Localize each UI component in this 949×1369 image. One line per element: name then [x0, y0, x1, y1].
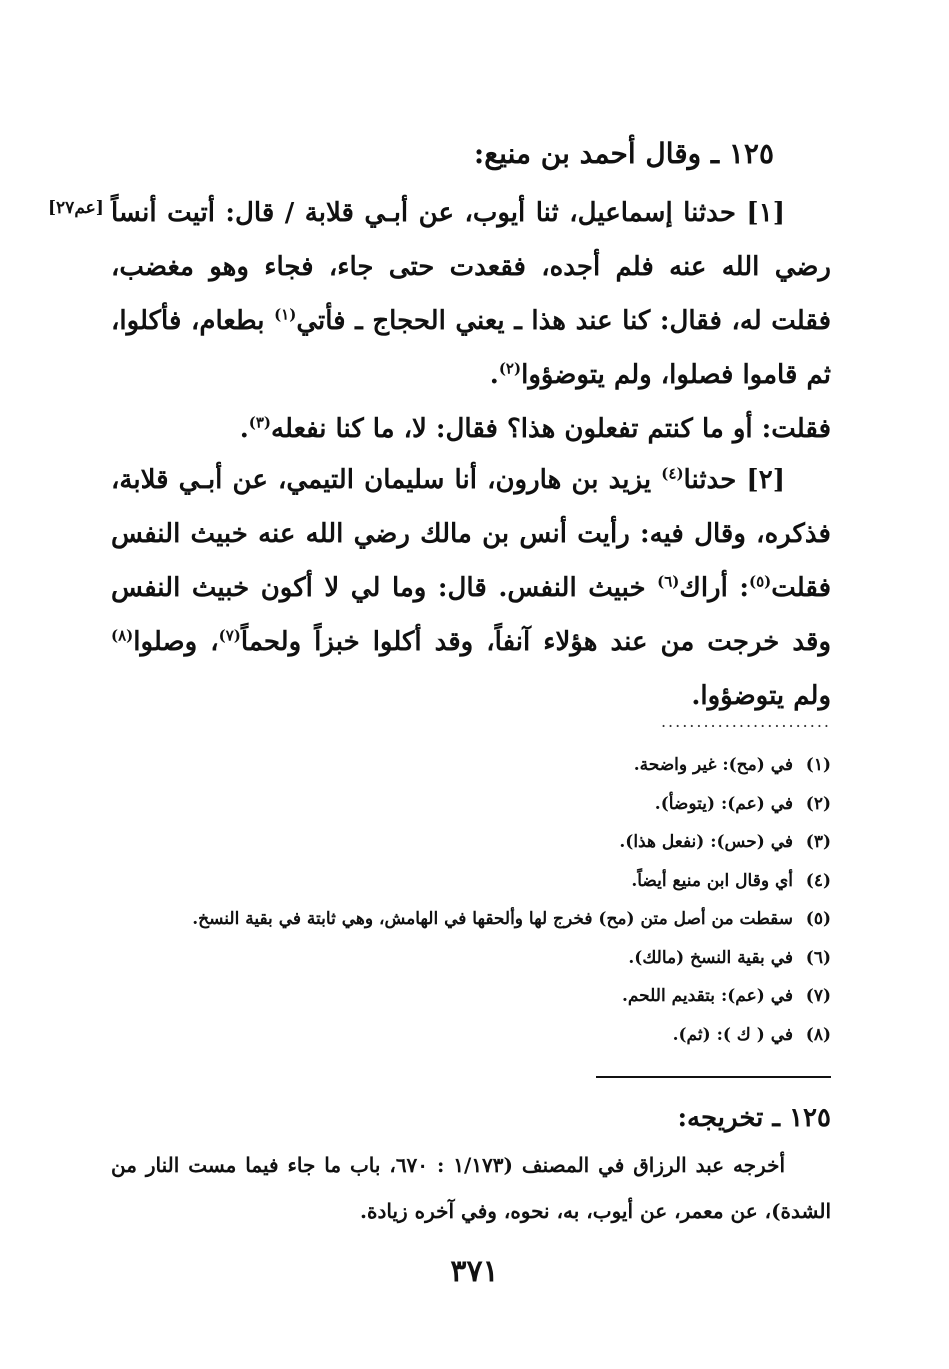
footnote-ref-6: (٦) — [657, 572, 680, 591]
paragraph-1-text-a: [١] حدثنا إسماعيل، ثنا أيوب، عن أبـي قلابة / قال: أتيت أنساً رضي الله عنه فلم أجده، فقعدت حتى جاء، فجاء وهو مغضب، فقلت له، فقال: كنا عند هذا ـ يعني الحجاج ـ فأتي — [111, 198, 831, 336]
footnote-separator-dots: ........................ — [660, 712, 831, 731]
footnote-number: (٢) — [805, 793, 831, 814]
paragraph-1-text-e: . — [239, 414, 249, 444]
section-divider — [596, 1076, 831, 1078]
paragraph-2-text-d: خبيث النفس. قال: وما لي لا أكون خبيث النفس وقد خرجت من عند هؤلاء آنفاً، وقد أكلوا خبزاً ولحماً — [111, 573, 831, 657]
footnote-item — [111, 823, 831, 862]
footnote-ref-2: (٢) — [498, 359, 522, 378]
hadith-paragraph-1 — [111, 186, 831, 456]
paragraph-2-text-a: [٢] حدثنا — [683, 465, 786, 495]
takhrij-number: ١٢٥ ـ — [763, 1103, 831, 1133]
hadith-title: ١٢٥ ـ وقال أحمد بن منيع: — [473, 137, 774, 170]
footnote-text: في (عم): بتقديم اللحم. — [621, 986, 793, 1006]
footnote-number: (٥) — [805, 909, 831, 929]
footnote-ref-4: (٤) — [661, 464, 684, 483]
paragraph-1-text-b: بطعام، فأكلوا، ثم قاموا فصلوا، ولم يتوضؤوا — [111, 306, 831, 390]
footnote-text: سقطت من أصل متن (مح) فخرج لها وألحقها في الهامش، وهي ثابتة في بقية النسخ. — [192, 909, 793, 929]
footnote-text: في بقية النسخ (مالك). — [628, 947, 793, 968]
paragraph-2-text-b: يزيد بن هارون، أنا سليمان التيمي، عن أبـي قلابة، فذكره، وقال فيه: رأيت أنس بن مالك رضي الله عنه خبيث النفس فقلت — [111, 465, 831, 603]
footnote-item — [111, 977, 831, 1016]
footnote-ref-1: (١) — [274, 305, 297, 324]
paragraph-1-text-c: . — [489, 360, 499, 390]
takhrij-title: تخريجه: — [677, 1103, 764, 1133]
paragraph-2-text-c: : أراك — [679, 573, 749, 603]
footnote-text: في ( ك ): (ثم). — [672, 1024, 793, 1045]
footnote-item — [111, 746, 831, 785]
page-number: ٣٧١ — [450, 1254, 499, 1289]
footnote-ref-3: (٣) — [248, 413, 272, 432]
footnote-ref-5: (٥) — [749, 572, 772, 591]
footnotes-list — [111, 746, 831, 1054]
paragraph-1-body — [111, 186, 831, 402]
footnote-item — [111, 1016, 831, 1055]
footnote-item — [111, 939, 831, 978]
paragraph-2-text-e: ، وصلوا — [133, 627, 219, 657]
footnote-item — [111, 862, 831, 901]
footnote-ref-8: (٨) — [111, 626, 134, 645]
footnote-text: في (مح): غير واضحة. — [633, 755, 793, 775]
paragraph-1-text-d: فقلت: أو ما كنتم تفعلون هذا؟ فقال: لا، ما كنا نفعله — [271, 414, 831, 444]
footnote-ref-7: (٧) — [218, 626, 241, 645]
footnote-number: (٣) — [805, 832, 831, 852]
footnote-number: (٦) — [805, 947, 831, 968]
hadith-paragraph-2 — [111, 453, 831, 723]
paragraph-2-text-f: ولم يتوضؤوا. — [691, 681, 831, 711]
footnote-item — [111, 785, 831, 824]
takhrij-body: أخرجه عبد الرزاق في المصنف (١/١٧٣ : ٦٧٠، باب ما جاء فيما مست النار من الشدة)، عن معمر، عن أيوب، به، نحوه، وفي آخره زيادة. — [111, 1153, 831, 1223]
paragraph-1-question-line — [111, 402, 831, 456]
footnote-text: أي وقال ابن منيع أيضاً. — [631, 870, 793, 891]
margin-manuscript-note: [عم٢٧] — [48, 198, 104, 218]
footnote-text: في (عم): (يتوضأ). — [654, 793, 793, 814]
footnote-number: (١) — [805, 755, 831, 775]
footnote-number: (٤) — [805, 870, 831, 891]
footnote-number: (٨) — [805, 1024, 831, 1045]
footnote-item — [111, 900, 831, 939]
footnote-text: في (حس): (نفعل هذا). — [619, 832, 793, 852]
footnote-number: (٧) — [805, 986, 831, 1006]
takhrij-heading — [431, 1096, 831, 1140]
